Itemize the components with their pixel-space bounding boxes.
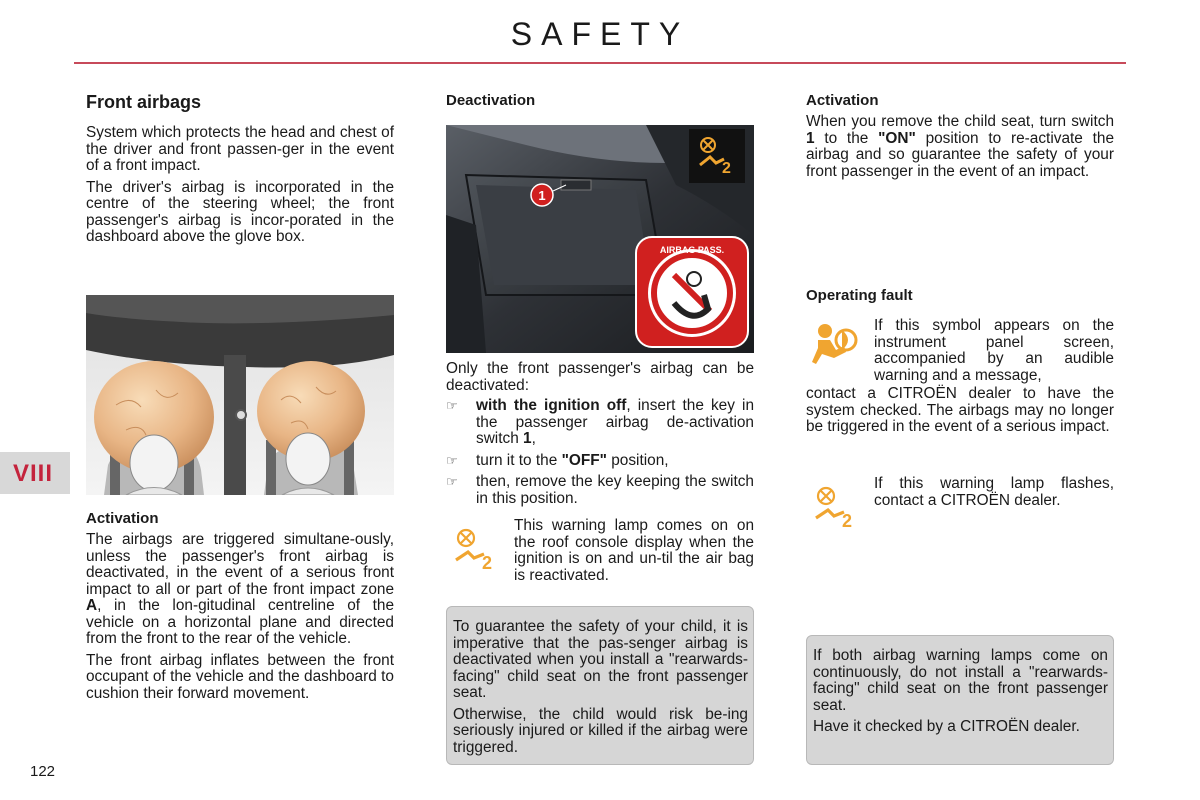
both-lamps-warning-note <box>806 635 1114 765</box>
step-2-end: position, <box>606 451 669 469</box>
deactivation-text <box>446 361 754 512</box>
react-text-c: position to re-activate the airbag and so guarantee the safety of your front passenger in the event of an impact. <box>806 129 1115 180</box>
note-paragraph-1: If both airbag warning lamps come on continuously, do not install a "rearwards-facing" child seat on the front passenger seat. <box>813 647 1108 714</box>
react-switch: 1 <box>806 129 815 147</box>
activation-text-c: , in the lon-gitudinal centreline of the vehicle on a horizontal plane and directed from the front to the rear of the vehicle. <box>86 597 394 647</box>
pointer-icon: ☞ <box>446 474 458 489</box>
airbag-fault-icon <box>810 322 862 368</box>
reactivation-text <box>806 114 1114 180</box>
note-paragraph-2: Have it checked by a CITROËN dealer. <box>813 718 1080 735</box>
step-3 <box>446 474 754 507</box>
page-title: SAFETY <box>510 16 690 52</box>
react-text-b: to the <box>814 129 879 147</box>
front-airbags-intro <box>86 125 394 246</box>
pointer-icon: ☞ <box>446 452 458 468</box>
step-2-text: turn it to the <box>476 451 562 469</box>
zone-label: A <box>86 597 98 614</box>
photo-callout-1: 1 <box>538 188 546 203</box>
airbag-off-warning-icon <box>452 526 502 572</box>
glovebox-photo <box>446 125 754 353</box>
step-3-text: then, remove the key keeping the switch in this position. <box>476 473 754 507</box>
svg-text:2: 2 <box>722 160 731 177</box>
reactivation-paragraph <box>806 114 1114 180</box>
header-rule <box>74 62 1126 64</box>
svg-text:2: 2 <box>842 511 853 530</box>
intro-paragraph-1: System which protects the head and chest of the driver and front passen-ger in the event of a front impact. <box>86 124 394 174</box>
chapter-tab <box>0 452 70 494</box>
page-number: 122 <box>30 763 56 780</box>
note-paragraph-2: Otherwise, the child would risk be-ing seriously injured or killed if the airbag were triggered. <box>453 705 748 756</box>
front-airbags-heading: Front airbags <box>86 92 202 112</box>
fault-text-full <box>806 386 1114 436</box>
intro-paragraph-2: The driver's airbag is incorporated in the centre of the steering wheel; the front passenger's airbag is incor-porated in the dashboard above the glove box. <box>86 178 394 245</box>
airbag-flash-warning-icon <box>812 484 862 530</box>
flash-text <box>874 476 1114 509</box>
step-1-end: , <box>531 430 536 447</box>
react-text-a: When you remove the child seat, turn switch <box>806 113 1114 130</box>
fault-paragraph-1: If this symbol appears on the instrument panel screen, accompanied by an audible warning and a message, <box>874 317 1114 384</box>
activation-paragraph-2: The front airbag inflates between the front occupant of the vehicle and the dashboard to cushion their forward movement. <box>86 651 394 702</box>
reactivation-heading: Activation <box>806 92 879 109</box>
flash-paragraph: If this warning lamp flashes, contact a CITROËN dealer. <box>874 475 1114 509</box>
child-seat-warning-note <box>446 606 754 765</box>
activation-heading-col1: Activation <box>86 510 159 527</box>
svg-text:2: 2 <box>482 553 493 572</box>
deactivation-intro: Only the front passenger's airbag can be deactivated: <box>446 360 754 394</box>
roof-lamp-paragraph: This warning lamp comes on on the roof console display when the ignition is on and un-til the air bag is reactivated. <box>514 517 754 584</box>
step-1-text: , insert the key in the passenger airbag de-activation switch <box>476 397 754 447</box>
fault-text-right <box>874 318 1114 384</box>
roof-lamp-text <box>514 518 754 584</box>
note-paragraph-1: To guarantee the safety of your child, it is imperative that the pas-senger airbag is deactivated when you install a "rearwards-facing" child seat on the front passenger seat. <box>453 618 748 701</box>
airbag-illustration <box>86 295 394 495</box>
deactivation-heading: Deactivation <box>446 92 536 109</box>
step-1-switch: 1 <box>523 430 532 447</box>
fault-paragraph-2: contact a CITROËN dealer to have the system checked. The airbags may no longer be triggered in the event of a serious impact. <box>806 385 1114 435</box>
activation-text-a: The airbags are triggered simultane-ously, unless the passenger's front airbag is deactivated, in the event of a serious front impact to all or part of the front impact zone <box>86 531 394 598</box>
activation-paragraph-1 <box>86 532 394 648</box>
pointer-icon: ☞ <box>446 398 458 413</box>
chapter-tab-label: VIII <box>12 460 53 487</box>
step-1 <box>446 398 754 448</box>
airbag-pass-sign-text: AIRBAG PASS. <box>659 245 725 255</box>
step-2 <box>446 453 754 470</box>
deactivation-steps <box>446 398 754 507</box>
step-2-off: "OFF" <box>561 451 607 469</box>
step-1-bold: with the ignition off <box>476 397 627 414</box>
react-on: "ON" <box>878 129 916 147</box>
operating-fault-heading: Operating fault <box>806 287 913 304</box>
activation-text-col1 <box>86 532 394 702</box>
